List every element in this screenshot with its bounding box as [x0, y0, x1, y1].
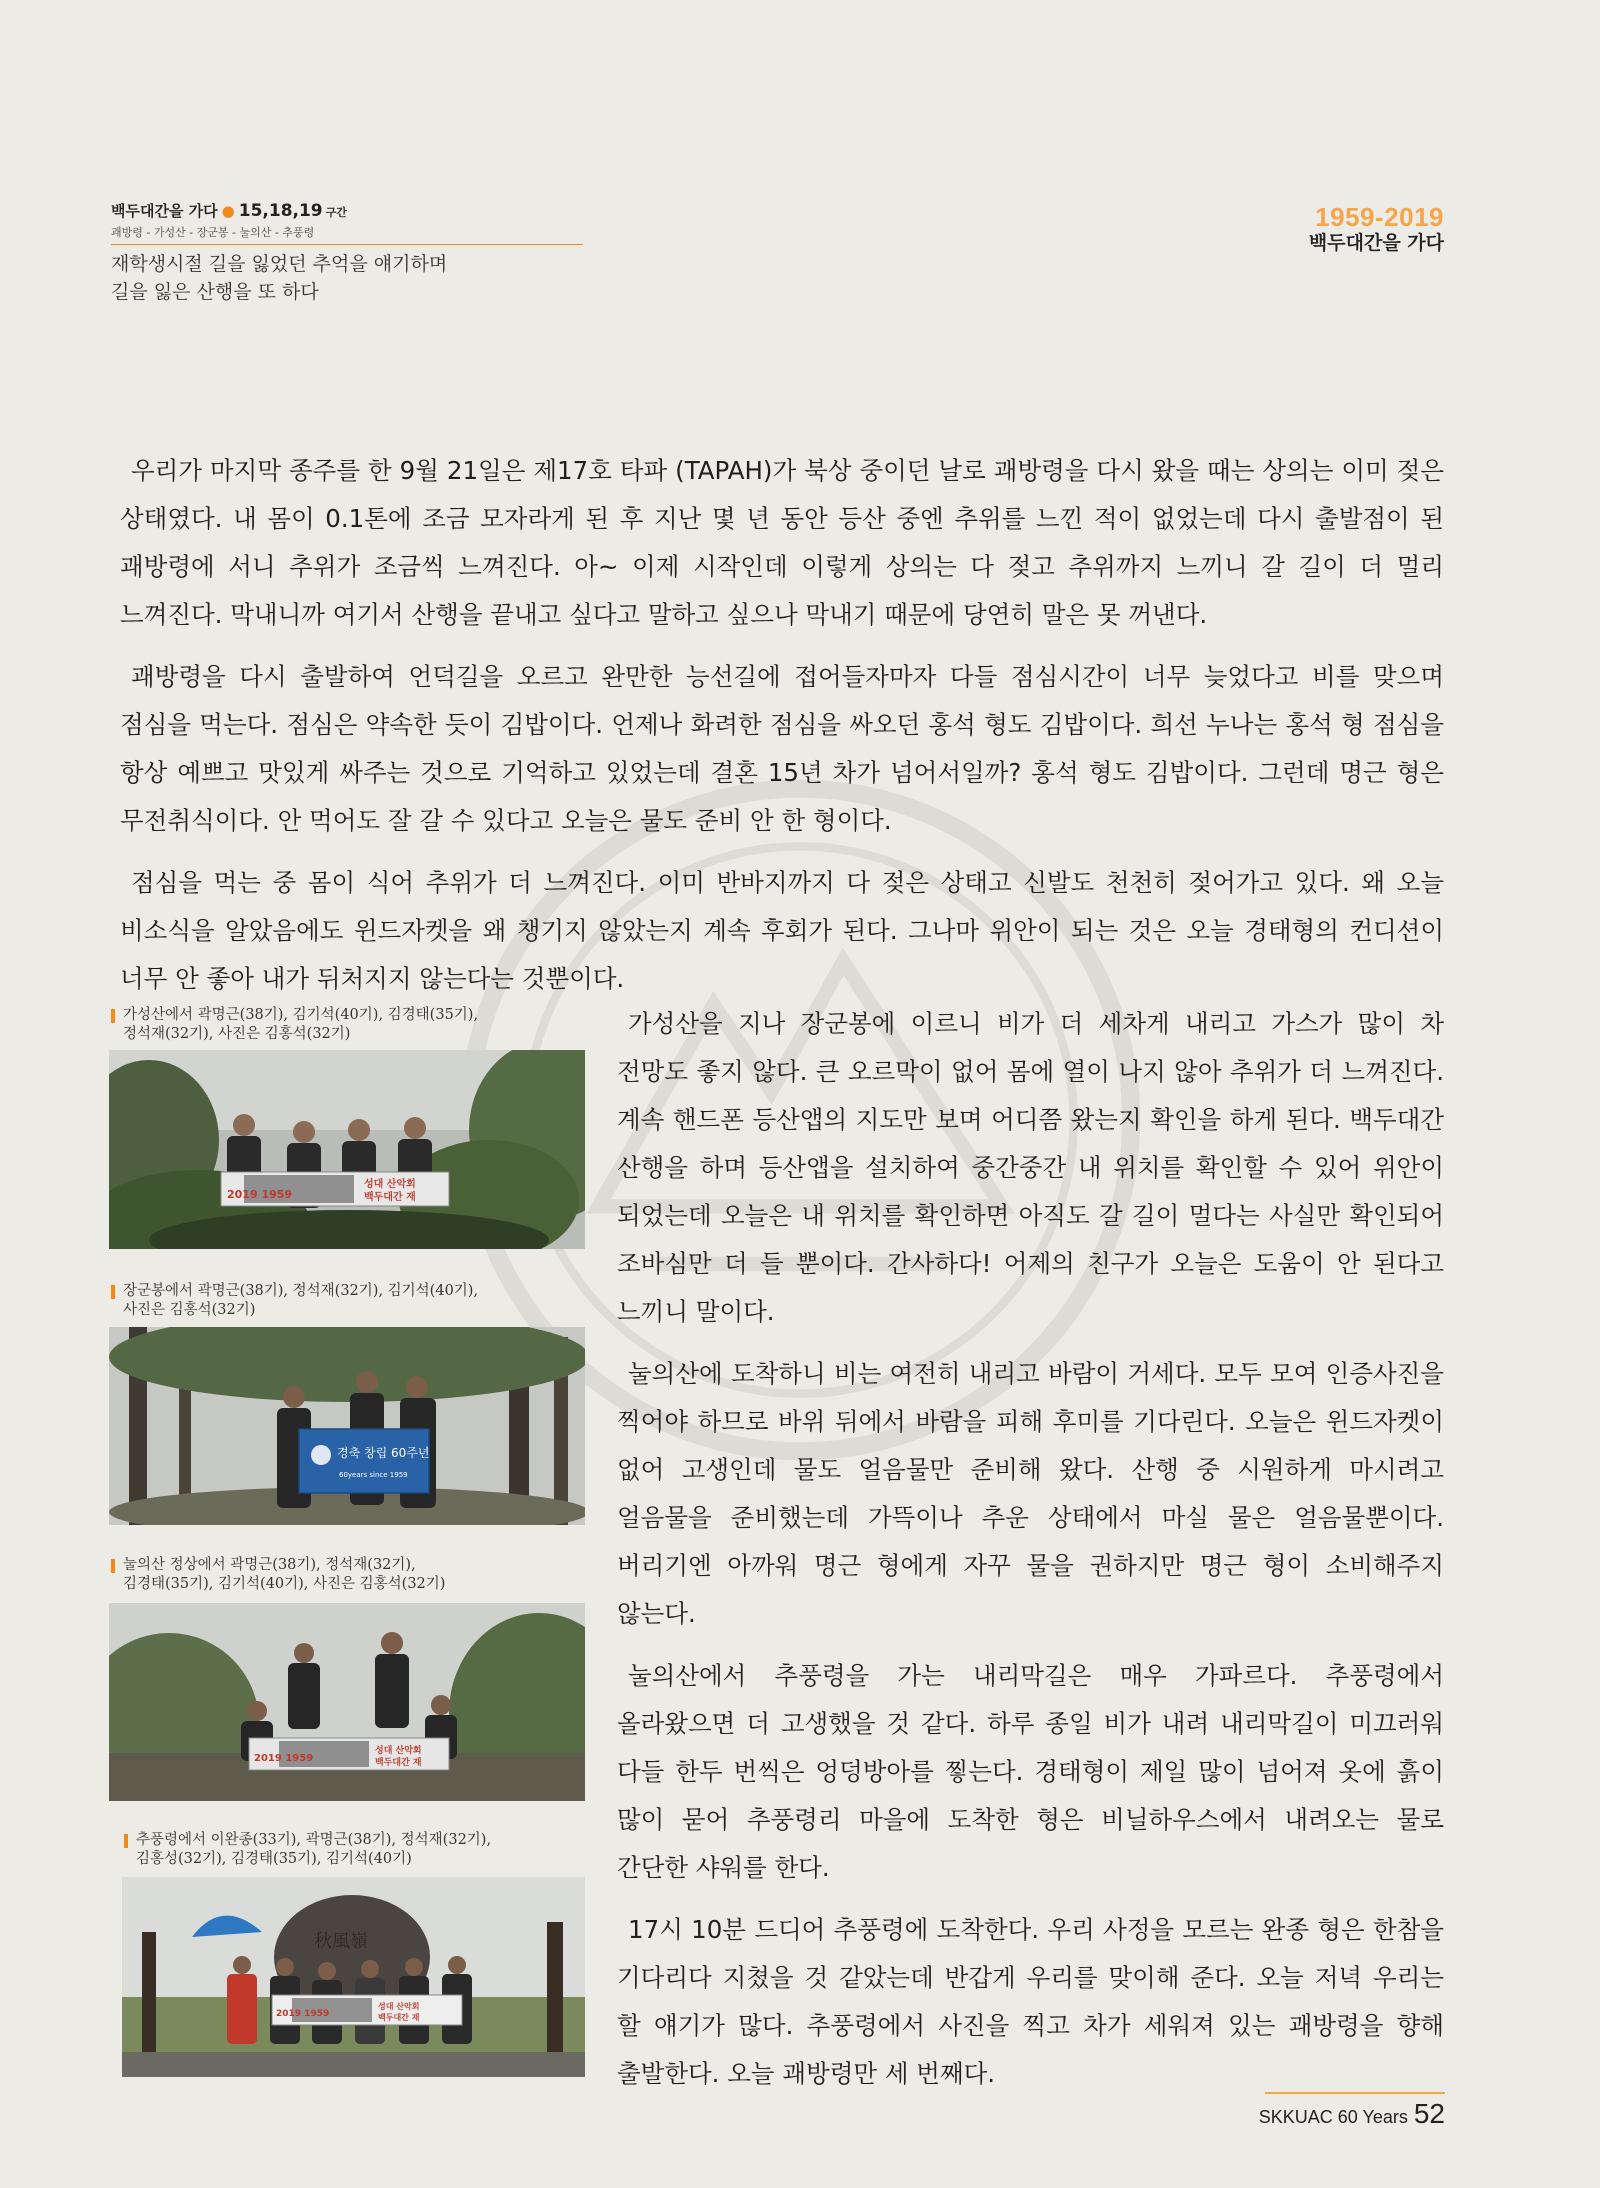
caption-line: 장군봉에서 곽명근(38기), 정석재(32기), 김기석(40기), — [123, 1283, 479, 1299]
years-label: 1959-2019 — [1315, 202, 1444, 232]
footer-divider — [1265, 2092, 1445, 2094]
page-footer — [1259, 2098, 1445, 2130]
photo-nuleuisan — [109, 1603, 585, 1801]
paragraph: 17시 10분 드디어 추풍령에 도착한다. 우리 사정을 모르는 완종 형은 한참을 기다리다 지쳤을 것 같았는데 반갑게 우리를 맞이해 준다. 오늘 저녁 우리는 할 얘기가 많다. 추풍령에서 사진을 찍고 차가 세워져 있는 괘방령을 향해 출발한다. 오늘 괘방령만 세 번째다. — [617, 1915, 1444, 2088]
paragraph: 눌의산에 도착하니 비는 여전히 내리고 바람이 거세다. 모두 모여 인증사진을 찍어야 하므로 바위 뒤에서 바람을 피해 후미를 기다린다. 오늘은 윈드자켓이 없어 고생인데 물도 얼음물만 준비해 왔다. 산행 중 시원하게 마시려고 얼음물을 준비했는데 가뜩이나 추운 상태에서 마실 물은 얼음물뿐이다. 버리기엔 아까워 명근 형에게 자꾸 물을 권하지만 명근 형이 소비해주지 않는다. — [617, 1359, 1444, 1628]
banner-text: 백두대간 재 — [375, 1758, 422, 1768]
page-number: 52 — [1413, 2098, 1445, 2129]
subtitle-line-1: 재학생시절 길을 잃었던 추억을 얘기하며 — [111, 253, 448, 275]
banner-text: 성대 산악회 — [378, 2002, 420, 2011]
sign-text: 경축 창립 60주년 — [337, 1446, 430, 1460]
series-heading — [111, 200, 583, 221]
photo-chupungnyeong — [122, 1877, 585, 2077]
route-line: 괘방령 - 가성산 - 장군봉 - 눌의산 - 추풍령 — [111, 224, 583, 245]
series-title: 백두대간을 가다 — [111, 202, 218, 220]
footer-org: SKKUAC 60 Years — [1258, 2107, 1408, 2127]
paragraph: 점심을 먹는 중 몸이 식어 추위가 더 느껴진다. 이미 반바지까지 다 젖은 상태고 신발도 천천히 젖어가고 있다. 왜 오늘 비소식을 알았음에도 윈드자켓을 왜 챙기지 않았는지 계속 후회가 된다. 그나마 위안이 되는 것은 오늘 경태형의 컨디션이 너무 안 좋아 내가 뒤처지지 않는다는 것뿐이다. — [120, 868, 1444, 993]
caption-line: 김홍성(32기), 김경태(35기), 김기석(40기) — [136, 1851, 412, 1867]
paragraph: 눌의산에서 추풍령을 가는 내리막길은 매우 가파르다. 추풍령에서 올라왔으면 더 고생했을 것 같다. 하루 종일 비가 내려 내리막길이 미끄러워 다들 한두 번씩은 엉덩방아를 찧는다. 경태형이 제일 많이 넘어져 옷에 흙이 많이 묻어 추풍령리 마을에 도착한 형은 비닐하우스에서 내려오는 물로 간단한 샤워를 한다. — [617, 1661, 1444, 1882]
paragraph: 가성산을 지나 장군봉에 이르니 비가 더 세차게 내리고 가스가 많이 차 전망도 좋지 않다. 큰 오르막이 없어 몸에 열이 나지 않아 추위가 더 느껴진다. 계속 핸드폰 등산앱의 지도만 보며 어디쯤 왔는지 확인을 하게 된다. 백두대간 산행을 하며 등산앱을 설치하여 중간중간 내 위치를 확인할 수 있어 위안이 되었는데 오늘은 내 위치를 확인하면 아직도 갈 길이 멀다는 사실만 확인되어 조바심만 더 들 뿐이다. 간사하다! 어제의 친구가 오늘은 도움이 안 된다고 느끼니 말이다. — [617, 1009, 1444, 1326]
banner-text: 백두대간 재 — [378, 2013, 420, 2022]
caption-line: 가성산에서 곽명근(38기), 김기석(40기), 김경태(35기), — [123, 1007, 479, 1023]
caption-line: 김경태(35기), 김기석(40기), 사진은 김홍석(32기) — [123, 1576, 446, 1592]
body-full-width — [120, 447, 1444, 1017]
photo-caption — [109, 1556, 585, 1594]
photo-figure-3 — [109, 1556, 585, 1768]
body-right-column — [617, 1000, 1444, 2112]
subtitle-line-2: 길을 잃은 산행을 또 하다 — [111, 281, 319, 303]
article-header — [111, 200, 583, 306]
photo-caption — [122, 1831, 585, 1869]
caption-line: 정석재(32기), 사진은 김홍석(32기) — [123, 1026, 351, 1042]
banner-text: 백두대간 재 — [364, 1192, 416, 1203]
section-numbers: 15,18,19 — [238, 201, 323, 221]
banner-text: 성대 산악회 — [364, 1179, 416, 1190]
section-header-right — [1309, 203, 1444, 255]
photo-gaseongsan — [109, 1050, 585, 1249]
banner-text: 성대 산악회 — [375, 1746, 422, 1756]
photo-figure-2 — [109, 1282, 585, 1479]
caption-line: 사진은 김홍석(32기) — [123, 1302, 256, 1318]
photo-figure-4 — [122, 1831, 585, 2022]
photo-caption — [109, 1006, 585, 1044]
banner-text: 2019 1959 — [254, 1753, 314, 1764]
caption-line: 눌의산 정상에서 곽명근(38기), 정석재(32기), — [123, 1557, 416, 1573]
banner-text: 2019 1959 — [227, 1188, 293, 1201]
banner-text: 2019 1959 — [276, 2009, 330, 2019]
sign-text: 60years since 1959 — [339, 1471, 408, 1479]
stone-text: 秋風嶺 — [314, 1931, 368, 1952]
photo-figure-1 — [109, 1006, 585, 1203]
photo-janggunbong — [109, 1327, 585, 1525]
article-subtitle — [111, 250, 583, 306]
photo-caption — [109, 1282, 585, 1320]
bullet-dot-icon: ● — [221, 202, 235, 220]
section-suffix: 구간 — [325, 206, 347, 219]
section-title: 백두대간을 가다 — [1308, 232, 1444, 254]
caption-line: 추풍령에서 이완종(33기), 곽명근(38기), 정석재(32기), — [136, 1832, 492, 1848]
paragraph: 괘방령을 다시 출발하여 언덕길을 오르고 완만한 능선길에 접어들자마자 다들 점심시간이 너무 늦었다고 비를 맞으며 점심을 먹는다. 점심은 약속한 듯이 김밥이다. 언제나 화려한 점심을 싸오던 홍석 형도 김밥이다. 희선 누나는 홍석 형 점심을 항상 예쁘고 맛있게 싸주는 것으로 기억하고 있었는데 결혼 15년 차가 넘어서일까? 홍석 형도 김밥이다. 그런데 명근 형은 무전취식이다. 안 먹어도 잘 갈 수 있다고 오늘은 물도 준비 안 한 형이다. — [120, 662, 1444, 835]
paragraph: 우리가 마지막 종주를 한 9월 21일은 제17호 타파 (TAPAH)가 북상 중이던 날로 괘방령을 다시 왔을 때는 상의는 이미 젖은 상태였다. 내 몸이 0.1톤에 조금 모자라게 된 후 지난 몇 년 동안 등산 중엔 추위를 느낀 적이 없었는데 다시 출발점이 된 괘방령에 서니 추위가 조금씩 느껴진다. 아~ 이제 시작인데 이렇게 상의는 다 젖고 추위까지 느끼니 갈 길이 더 멀리 느껴진다. 막내니까 여기서 산행을 끝내고 싶다고 말하고 싶으나 막내기 때문에 당연히 말은 못 꺼낸다. — [120, 456, 1444, 629]
